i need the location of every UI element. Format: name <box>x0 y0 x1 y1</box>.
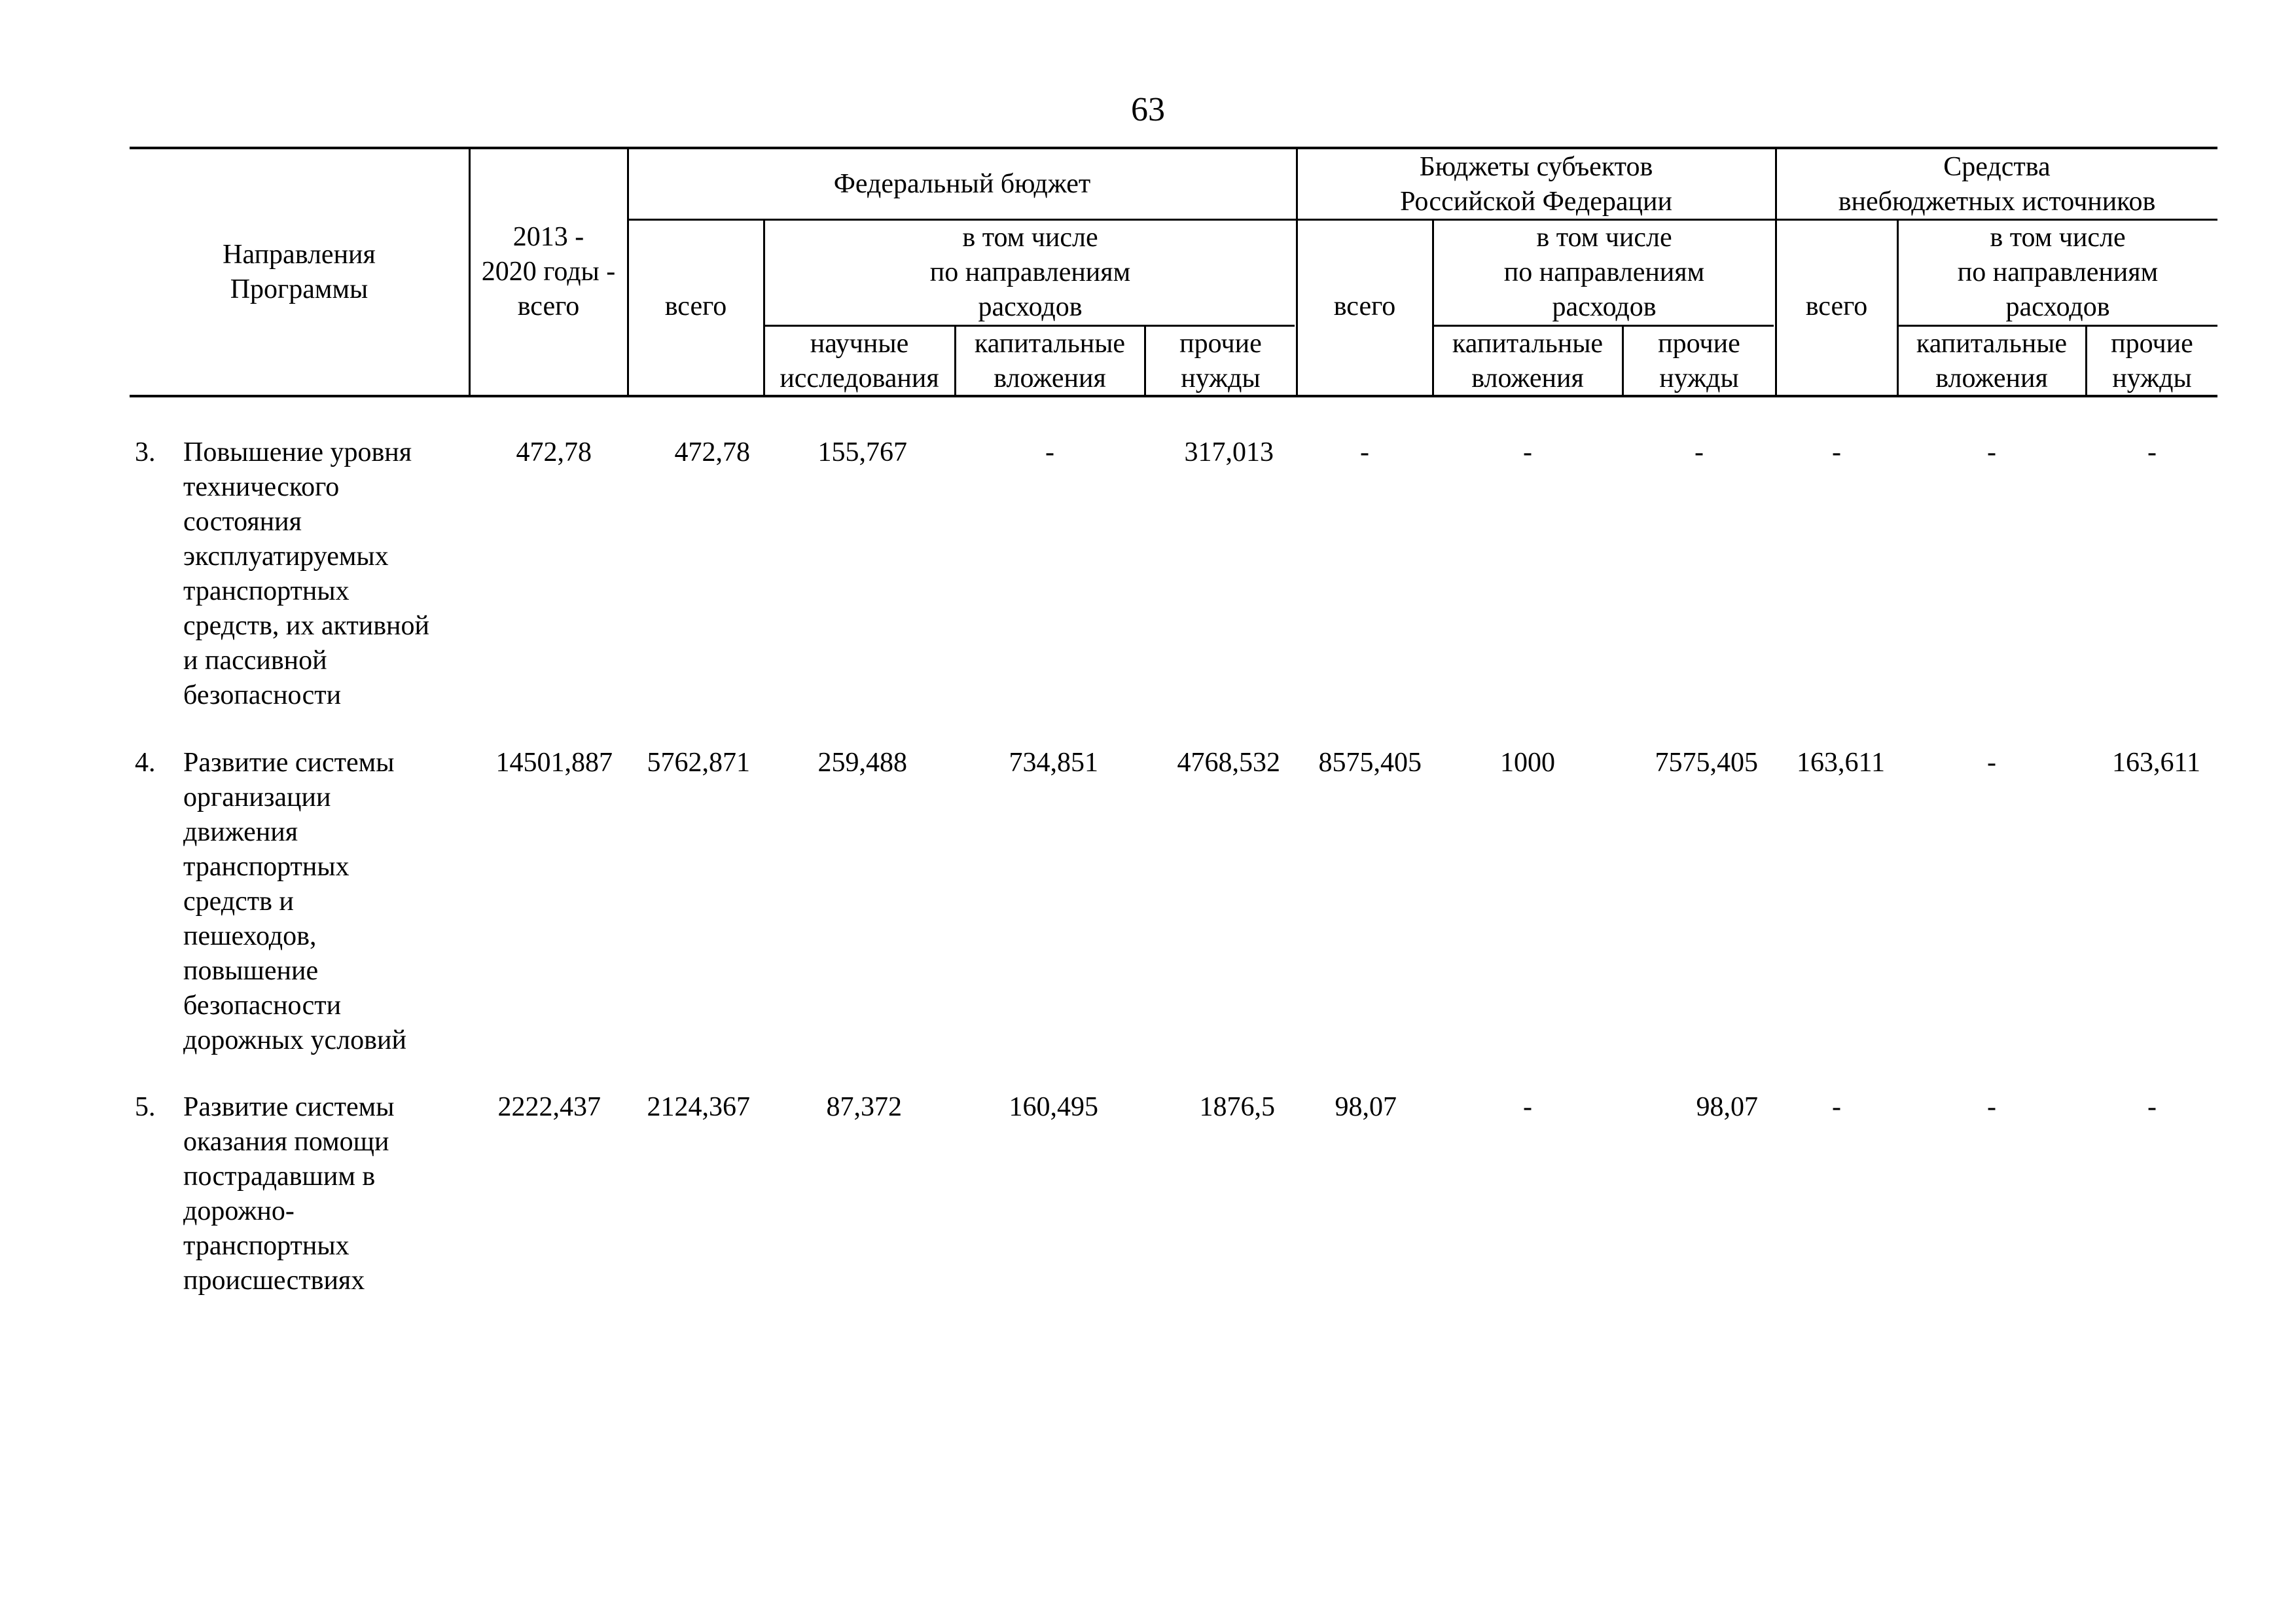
header-regional-total: всего <box>1333 291 1396 321</box>
header-years-total: 2013 - 2020 годы - всего <box>481 222 616 321</box>
row-direction: Развитие системы организации движения транспортных средств и пешеходов, повышение безопасности дорожных условий <box>183 748 406 1055</box>
cell-federal-capital: 734,851 <box>1009 748 1098 778</box>
cell-years-total: 14501,887 <box>495 748 613 778</box>
cell-regional-other: 7575,405 <box>1655 748 1758 778</box>
cell-regional-total: 8575,405 <box>1318 748 1422 778</box>
cell-federal-research: 259,488 <box>817 748 907 778</box>
row-direction: Развитие системы оказания помощи пострадавшим в дорожно- транспортных происшествиях <box>183 1092 395 1296</box>
row-number: 3. <box>135 437 156 467</box>
cell-federal-capital: 160,495 <box>1009 1092 1098 1122</box>
header-federal-incl: в том числе по направлениям расходов <box>929 223 1131 322</box>
cell-regional-capital: 1000 <box>1500 748 1555 778</box>
cell-extrabudget-other: 163,611 <box>2112 748 2200 778</box>
cell-years-total: 472,78 <box>516 437 592 467</box>
cell-regional-capital: - <box>1523 437 1532 467</box>
header-federal-total: всего <box>664 291 727 321</box>
header-top-rule <box>130 147 2217 149</box>
header-extrabudget-total: всего <box>1805 291 1868 321</box>
cell-extrabudget-capital: - <box>1987 748 1996 778</box>
header-extrabudget-other: прочие нужды <box>2111 329 2193 393</box>
header-extrabudget-capital: капитальные вложения <box>1916 329 2068 393</box>
cell-years-total: 2222,437 <box>497 1092 601 1122</box>
header-regional-capital: капитальные вложения <box>1452 329 1604 393</box>
row-number: 4. <box>135 748 156 778</box>
cell-federal-total: 5762,871 <box>647 748 750 778</box>
cell-federal-capital: - <box>1045 437 1054 467</box>
header-federal-research: научные исследования <box>780 329 939 393</box>
cell-regional-total: - <box>1360 437 1369 467</box>
cell-federal-total: 472,78 <box>674 437 750 467</box>
cell-federal-other: 1876,5 <box>1199 1092 1275 1122</box>
cell-federal-research: 155,767 <box>817 437 907 467</box>
cell-federal-total: 2124,367 <box>647 1092 750 1122</box>
cell-extrabudget-other: - <box>2147 437 2157 467</box>
header-directions: Направления Программы <box>223 240 376 304</box>
cell-extrabudget-total: - <box>1832 1092 1841 1122</box>
header-extrabudget-incl: в том числе по направлениям расходов <box>1957 223 2159 322</box>
cell-extrabudget-capital: - <box>1987 1092 1996 1122</box>
cell-extrabudget-total: 163,611 <box>1797 748 1885 778</box>
header-regional-other: прочие нужды <box>1658 329 1740 393</box>
cell-regional-other: 98,07 <box>1696 1092 1758 1122</box>
cell-extrabudget-capital: - <box>1987 437 1996 467</box>
cell-extrabudget-total: - <box>1832 437 1841 467</box>
cell-federal-other: 317,013 <box>1184 437 1274 467</box>
cell-federal-other: 4768,532 <box>1177 748 1280 778</box>
cell-extrabudget-other: - <box>2147 1092 2157 1122</box>
cell-regional-total: 98,07 <box>1335 1092 1397 1122</box>
cell-regional-other: - <box>1695 437 1704 467</box>
cell-federal-research: 87,372 <box>826 1092 902 1122</box>
cell-regional-capital: - <box>1523 1092 1532 1122</box>
page-number: 63 <box>1131 91 1165 128</box>
row-number: 5. <box>135 1092 156 1122</box>
header-federal-other: прочие нужды <box>1179 329 1262 393</box>
header-regional: Бюджеты субъектов Российской Федерации <box>1400 152 1672 217</box>
header-federal: Федеральный бюджет <box>833 169 1091 199</box>
row-direction: Повышение уровня технического состояния эксплуатируемых транспортных средств, их активной и пассивной безопасности <box>183 437 430 710</box>
header-extrabudget: Средства внебюджетных источников <box>1838 152 2156 217</box>
header-federal-capital: капитальные вложения <box>974 329 1126 393</box>
header-regional-incl: в том числе по направлениям расходов <box>1503 223 1705 322</box>
